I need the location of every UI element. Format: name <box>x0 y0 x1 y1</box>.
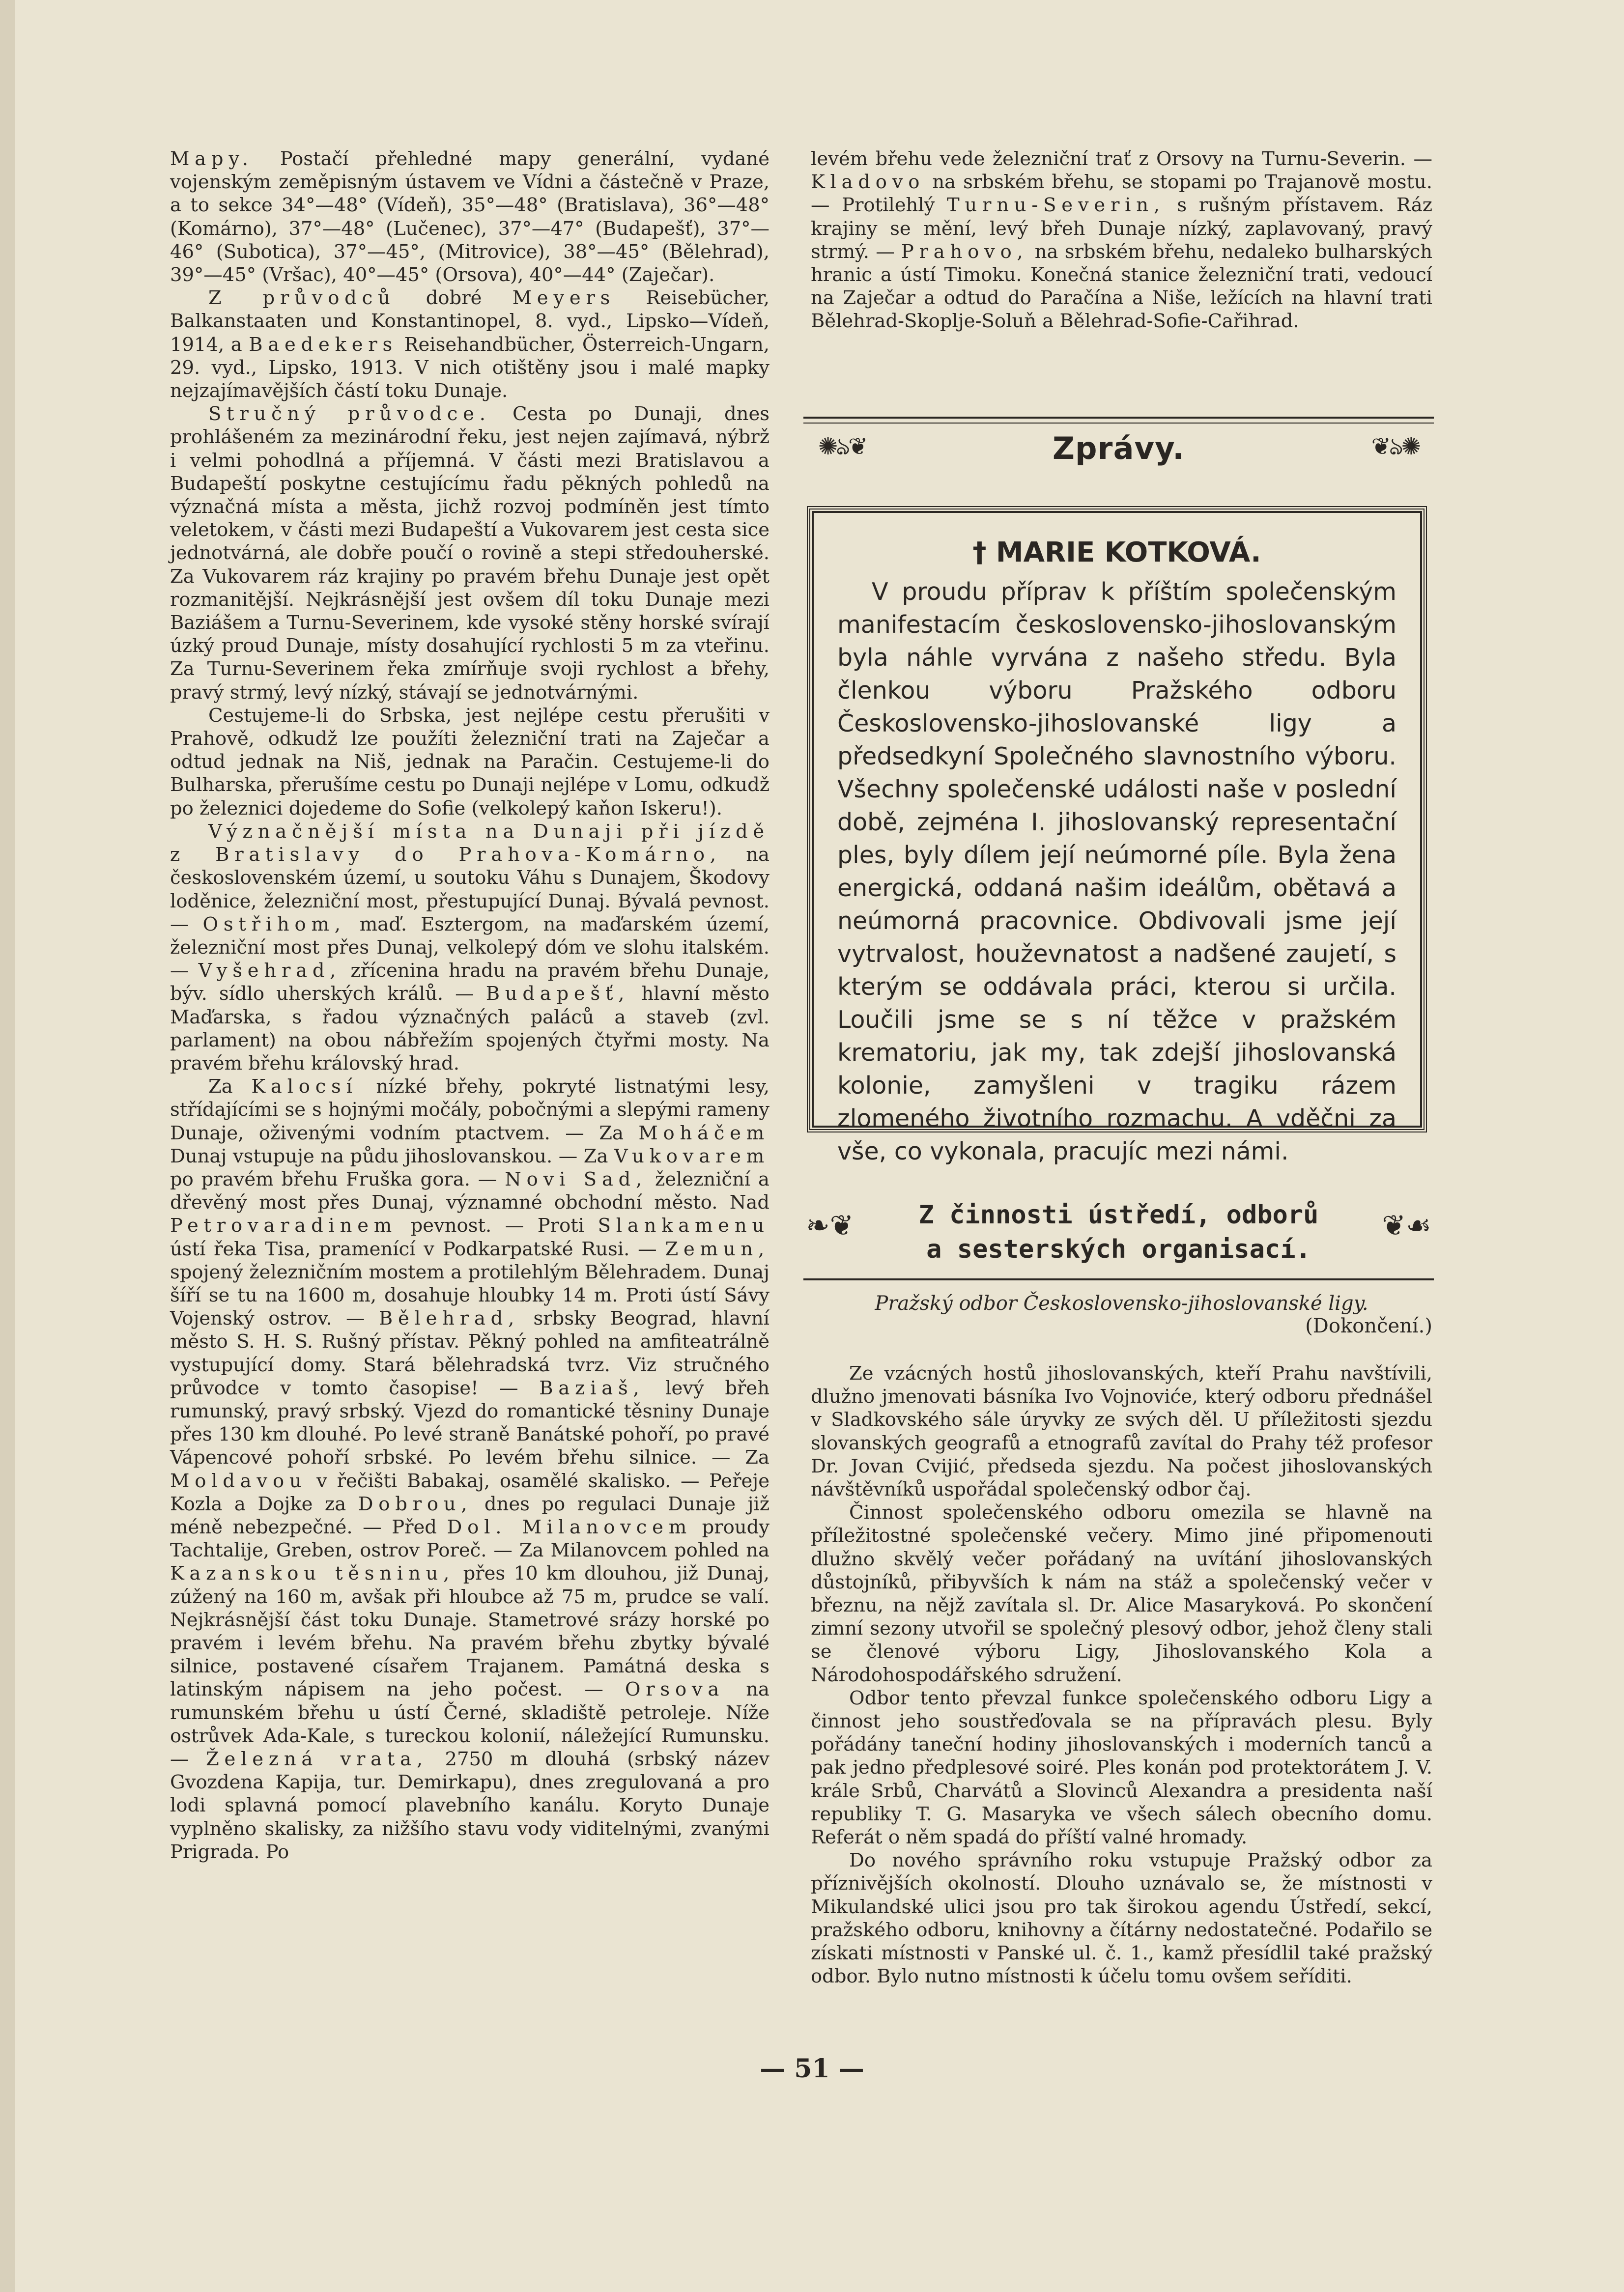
paragraph-continuation: levém břehu vede železniční trať z Orsovy na Turnu-Severin. — Kladovo na srbském břehu, se stopami po Trajanově mostu. — Protilehlý Turnu-Severin, s rušným přístavem. Ráz krajiny se mění, levý břeh Dunaje nízký, zaplavovaný, pravý strmý. — Prahovo, na srbském břehu, nedaleko bulharských hranic a ústí Timoku. Konečná stanice železniční trati, vedoucí na Zaječar a odtud do Paračína a Niše, ležících na hlavní trati Bělehrad-Skoplje-Soluň a Bělehrad-Sofie-Cařihrad. <box>811 148 1432 333</box>
paragraph-short-guide: Stručný průvodce. Cesta po Dunaji, dnes prohlášeném za mezinárodní řeku, jest nejen zajímavá, nýbrž i velmi pohodlná a příjemná. V části mezi Bratislavou a Budapeští poskytne cestujícímu řadu pěkných pohledů na význačná místa a města, jichž rozvoj podmíněn jest tímto veletokem, v části mezi Budapeští a Vukovarem jest cesta sice jednotvárná, ale dobře poučí o rovině a stepi středouherské. Za Vukovarem ráz krajiny po pravém břehu Dunaje jest opět rozmanitější. Nejkrásnější jest ovšem díl toku Dunaje mezi Baziášem a Turnu-Severinem, kde vysoké stěny horské svírají úzký proud Dunaje, místy dosahující rychlosti 5 m za vteřinu. Za Turnu-Severinem řeka zmírňuje svoji rychlost a břehy, pravý strmý, levý nízký, stávají se jednotvárnými. <box>170 403 770 704</box>
paragraph-notable-places: Význačnější místa na Dunaji při jízdě z Bratislavy do Prahova-Komárno, na československém území, u soutoku Váhu s Dunajem, Škodovy loděnice, železniční most, přestupující Dunaj. Bývalá pevnost. — Ostřihom, maď. Esztergom, na maďarském území, železniční most přes Dunaj, velkolepý dóm ve slohu italském. — Vyšehrad, zřícenina hradu na pravém břehu Dunaje, býv. sídlo uherských králů. — Budapešť, hlavní město Maďarska, s řadou význačných paláců a staveb (zvl. parlament) na obou nábřežím spojených čtyřmi mosty. Na pravém břehu královský hrad. <box>170 820 769 1075</box>
right-column-top <box>811 147 1432 333</box>
section-title: Zprávy. <box>1052 430 1185 466</box>
subsection-title: Pražský odbor Československo-jihoslovanské ligy. <box>875 1292 1368 1315</box>
paragraph-maps: Mapy. Postačí přehledné mapy generální, vydané vojenským zeměpisným ústavem ve Vídni a částečně v Praze, a to sekce 34°—48° (Vídeň), 35°—48° (Bratislava), 36°—48° (Komárno), 37°—48° (Lučenec), 37°—47° (Budapešť), 37°—46° (Subotica), 37°—45°, (Mitrovice), 38°—45° (Bělehrad), 39°—45° (Vršac), 40°—45° (Orsova), 40°—44° (Zaječar). <box>170 148 769 286</box>
paragraph-serbia-travel: Cestujeme-li do Srbska, jest nejlépe cestu přerušiti v Prahově, odkudž lze použíti železniční trati na Zaječar a odtud jednak na Niš, jednak na Paračin. Cestujeme-li do Bulharska, přerušíme cestu po Dunaji nejlépe v Lomu, odkudž po železnici dojedeme do Sofie (velkolepý kaňon Iskeru!). <box>170 704 769 820</box>
page-binding-edge <box>0 0 15 2292</box>
page-number: — 51 — <box>760 2054 864 2084</box>
subsection-continued: (Dokončení.) <box>1305 1315 1432 1337</box>
subsection-heading <box>811 1292 1432 1337</box>
ornament-right-icon: ❦☙ <box>1382 1209 1431 1242</box>
obituary-title: † MARIE KOTKOVÁ. <box>972 537 1261 568</box>
obituary-text: V proudu příprav k příštím společenským manifestacím československo-jihoslovanským byla náhle vyrvána z našeho středu. Byla členkou výboru Pražského odboru Československo-jihoslovanské ligy a předsedkyní Společného slavnostního výboru. Všechny společenské události naše v poslední době, zejména I. jihoslovanský representační ples, byly dílem její neúmorné píle. Byla žena energická, oddaná našim ideálům, obětavá a neúmorná pracovnice. Obdivovali jsme její vytrvalost, houževnatost a nadšené zaujetí, s kterým se oddávala práci, kterou si určila. Loučili jsme se s ní těžce v pražském krematoriu, jak my, tak zdejší jihoslovanská kolonie, zamyšleni v tragiku rázem zlomeného životního rozmachu. A vděčni za vše, co vykonala, pracujíc mezi námi. <box>837 578 1396 1165</box>
ornament-left-icon: ✺ঌ❦ <box>818 432 866 460</box>
paragraph-ball: Odbor tento převzal funkce společenského odboru Ligy a činnost jeho soustřeďovala se na přípravách plesu. Byly pořádány taneční hodiny jihoslovanských i moderních tanců a pak jedno předplesové soiré. Ples konán pod protektorátem J. V. krále Srbů, Charvátů a Slovinců Alexandra a presidenta naší republiky T. G. Masaryka ve všech sálech obecního domu. Referát o něm spadá do příští valné hromady. <box>811 1687 1432 1849</box>
section-title: Z činnosti ústředí, odborů a sesterských organisací. <box>918 1200 1319 1264</box>
right-column-bottom <box>811 1362 1432 1988</box>
divider <box>803 417 1434 424</box>
paragraph-new-year: Do nového správního roku vstupuje Pražský odbor za příznivějších okolností. Dlouho uznávalo se, že místnosti v Mikulandské ulici jsou pro tak širokou agendu Ústředí, sekcí, pražského odboru, knihovny a čítárny nedostatečné. Podařilo se získati místnosti v Panské ul. č. 1., kamž přesídlil také pražský odbor. Bylo nutno místnosti k účelu tomu ovšem seříditi. <box>811 1849 1432 1988</box>
ornament-left-icon: ❧❦ <box>806 1209 854 1242</box>
paragraph-social-activity: Činnost společenského odboru omezila se hlavně na příležitostné společenské večery. Mimo jiné připomenouti dlužno skvělý večer pořádaný na uvítání jihoslovanských důstojníků, přibyvších k nám na stáž a společenský večer v březnu, na nějž zavítala sl. Dr. Alice Masaryková. Po skončení zimní sezony utvořil se společný plesový odbor, jehož členy stali se členové výboru Ligy, Jihoslovanského Kola a Národohospodářského sdružení. <box>811 1501 1432 1686</box>
divider <box>803 1278 1434 1280</box>
paragraph-guests: Ze vzácných hostů jihoslovanských, kteří Prahu navštívili, dlužno jmenovati básníka Ivo Vojnoviće, který odboru přednášel v Sladkovského sále úryvky ze svých děl. U příležitosti sjezdu slovanských geografů a etnografů zavítal do Prahy též profesor Dr. Jovan Cvijić, předseda sjezdu. Na počest jihoslovanských návštěvníků uspořádal společenský odbor čaj. <box>811 1362 1432 1501</box>
obituary-box <box>807 506 1427 1165</box>
left-column <box>170 147 769 1864</box>
ornament-right-icon: ❦ঌ✺ <box>1371 432 1419 460</box>
activities-heading <box>803 1194 1434 1273</box>
paragraph-kalocsa-route: Za Kalocsí nízké břehy, pokryté listnatými lesy, střídajícími se s hojnými močály, pobočnými a slepými rameny Dunaje, oživenými vodním ptactvem. — Za Moháčem Dunaj vstupuje na půdu jihoslovanskou. — Za Vukovarem po pravém břehu Fruška gora. — Novi Sad, železniční a dřevěný most přes Dunaj, významné obchodní město. Nad Petrovaradinem pevnost. — Proti Slankamenu ústí řeka Tisa, pramenící v Podkarpatské Rusi. — Zemun, spojený železničním mostem a protilehlým Bělehradem. Dunaj šíří se tu na 1600 m, dosahuje hloubky 14 m. Proti ústí Sávy Vojenský ostrov. — Bělehrad, srbsky Beograd, hlavní město S. H. S. Rušný přístav. Pěkný pohled na amfiteatrálně vystupující domy. Stará bělehradská tvrz. Viz stručného průvodce v tomto časopise! — Baziaš, levý břeh rumunský, pravý srbský. Vjezd do romantické těsniny Dunaje přes 130 km dlouhé. Po levé straně Banátské pohoří, po pravé Vápencové pohoří srbské. Po levém břehu silnice. — Za Moldavou v řečišti Babakaj, osamělé skalisko. — Peřeje Kozla a Dojke za Dobrou, dnes po regulaci Dunaje již méně nebezpečné. — Před Dol. Milanovcem proudy Tachtalije, Greben, ostrov Poreč. — Za Milanovcem pohled na Kazanskou těsninu, přes 10 km dlouhou, již Dunaj, zúžený na 160 m, avšak při hloubce až 75 m, prudce se valí. Nejkrásnější část toku Dunaje. Stametrové srázy horské po pravém i levém břehu. Na pravém břehu zbytky bývalé silnice, postavené císařem Trajanem. Památná deska s latinským nápisem na jeho počest. — Orsova na rumunském břehu u ústí Černé, skladiště petroleje. Níže ostrůvek Ada-Kale, s tureckou kolonií, náležející Rumunsku. — Železná vrata, 2750 m dlouhá (srbský název Gvozdena Kapija, tur. Demirkapu), dnes zregulovaná a pro lodi splavná pomocí plavebního kanálu. Koryto Dunaje vyplněno skalisky, za nižšího stavu vody viditelnými, zvanými Prigrada. Po <box>170 1075 769 1863</box>
paragraph-guides: Z průvodců dobré Meyers Reisebücher, Balkanstaaten und Konstantinopel, 8. vyd., Lipsko—Vídeň, 1914, a Baedekers Reisehandbücher, Österreich-Ungarn, 29. vyd., Lipsko, 1913. V nich otištěny jsou i malé mapky nejzajímavějších částí toku Dunaje. <box>170 287 769 402</box>
news-heading <box>803 417 1434 473</box>
